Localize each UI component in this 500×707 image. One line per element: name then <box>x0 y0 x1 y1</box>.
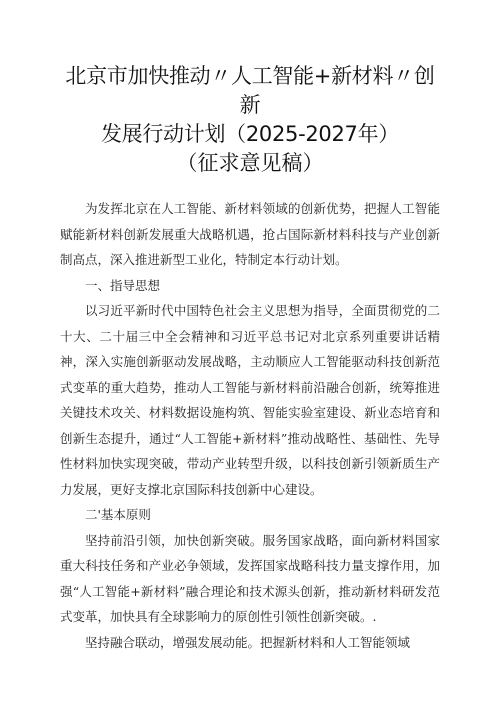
document-title-line2: 发展行动计划（2025-2027年） <box>100 122 400 146</box>
document-subtitle: （征求意见稿） <box>176 151 324 175</box>
principle-paragraph-integration: 坚持融合联动，增强发展动能。把握新材料和人工智能领域 <box>85 634 411 650</box>
intro-paragraph: 为发挥北京在人工智能、新材料领域的创新优势，把握人工智能赋能新材料创新发展重大战略机遇，抢占国际新材料科技与产业创新制高点，深入推进新型工业化，特制定本行动计划。 <box>60 201 440 267</box>
section-heading-guiding-ideology: 一、指导思想 <box>85 277 161 293</box>
guiding-ideology-paragraph: 以习近平新时代中国特色社会主义思想为指导，全面贯彻党的二十大、二十届三中全会精神和习近平总书记对北京系列重要讲话精神，深入实施创新驱动发展战略，主动顺应人工智能驱动科技创新范式变革的重大趋势，推动人工智能与新材料前沿融合创新，统筹推进关键技术攻关、材料数据设施构筑、智能实验室建设、新业态培育和创新生态提升，通过“人工智能+新材料”推动战略性、基础性、先导性材料加快实现突破，带动产业转型升级，以科技创新引领新质生产力发展，更好支撑北京国际科技创新中心建设。 <box>60 303 440 497</box>
document-title-line1: 北京市加快推动〃人工智能+新材料〃创新 <box>65 64 435 117</box>
document-body <box>60 196 440 655</box>
section-heading-basic-principles: 二'基本原则 <box>85 507 151 522</box>
principle-paragraph-frontier: 坚持前沿引领，加快创新突破。服务国家战略，面向新材料国家重大科技任务和产业必争领域，发挥国家战略科技力量支撑作用，加强“人工智能+新材料”融合理论和技术源头创新，推动新材料研发范式变革，加快具有全球影响力的原创性引领性创新突破。. <box>60 532 440 624</box>
